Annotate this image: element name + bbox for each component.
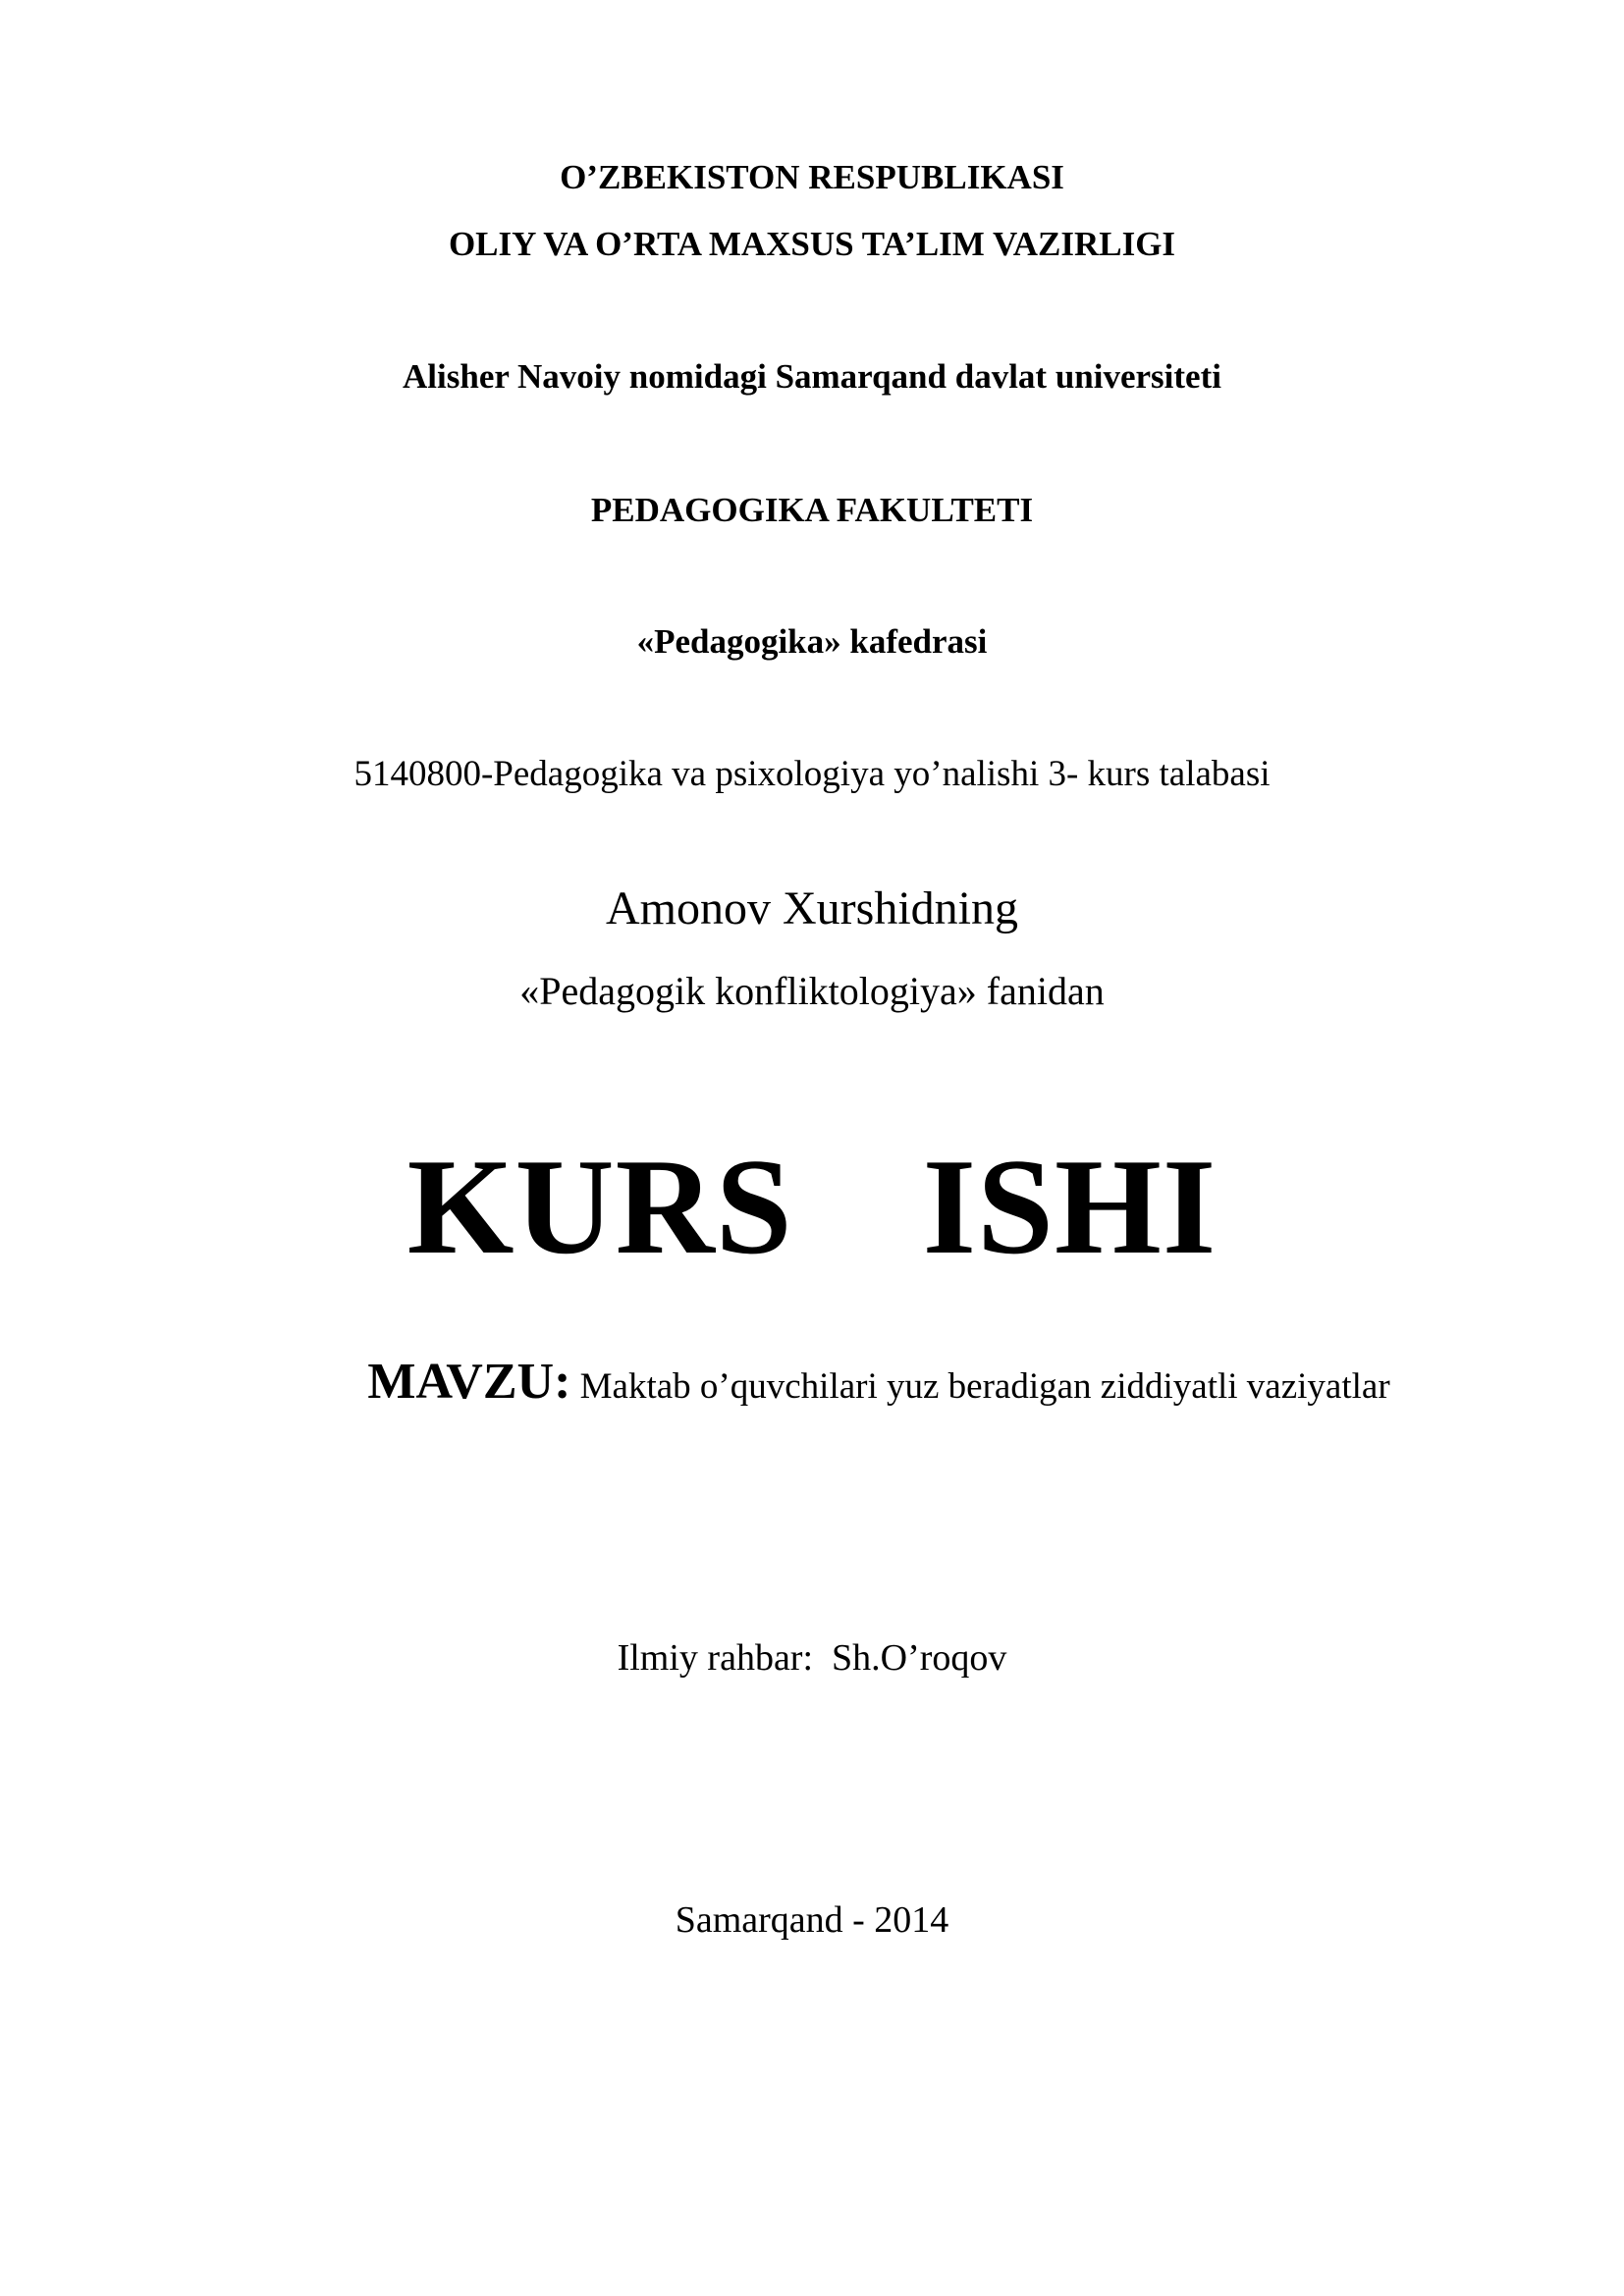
student-name: Amonov Xurshidning bbox=[606, 882, 1018, 934]
document-type-title: KURS ISHI bbox=[406, 1131, 1218, 1283]
subject-line: «Pedagogik konfliktologiya» fanidan bbox=[519, 969, 1105, 1013]
faculty-name: PEDAGOGIKA FAKULTETI bbox=[590, 491, 1034, 529]
topic-text: Maktab o’quvchilari yuz beradigan ziddiyatli vaziyatlar bbox=[579, 1366, 1390, 1407]
topic-line bbox=[0, 1354, 1624, 1410]
supervisor-line: Ilmiy rahbar: Sh.O’roqov bbox=[617, 1637, 1007, 1679]
student-program-line: 5140800-Pedagogika va psixologiya yo’nalishi 3- kurs talabasi bbox=[353, 754, 1271, 794]
topic-label: MAVZU: bbox=[367, 1354, 571, 1410]
ministry-line-1: O’ZBEKISTON RESPUBLIKASI bbox=[560, 158, 1064, 196]
department-name: «Pedagogika» kafedrasi bbox=[636, 622, 988, 661]
ministry-line-2: OLIY VA O’RTA MAXSUS TA’LIM VAZIRLIGI bbox=[448, 225, 1176, 263]
place-year: Samarqand - 2014 bbox=[675, 1899, 949, 1941]
university-name: Alisher Navoiy nomidagi Samarqand davlat universiteti bbox=[403, 357, 1221, 396]
